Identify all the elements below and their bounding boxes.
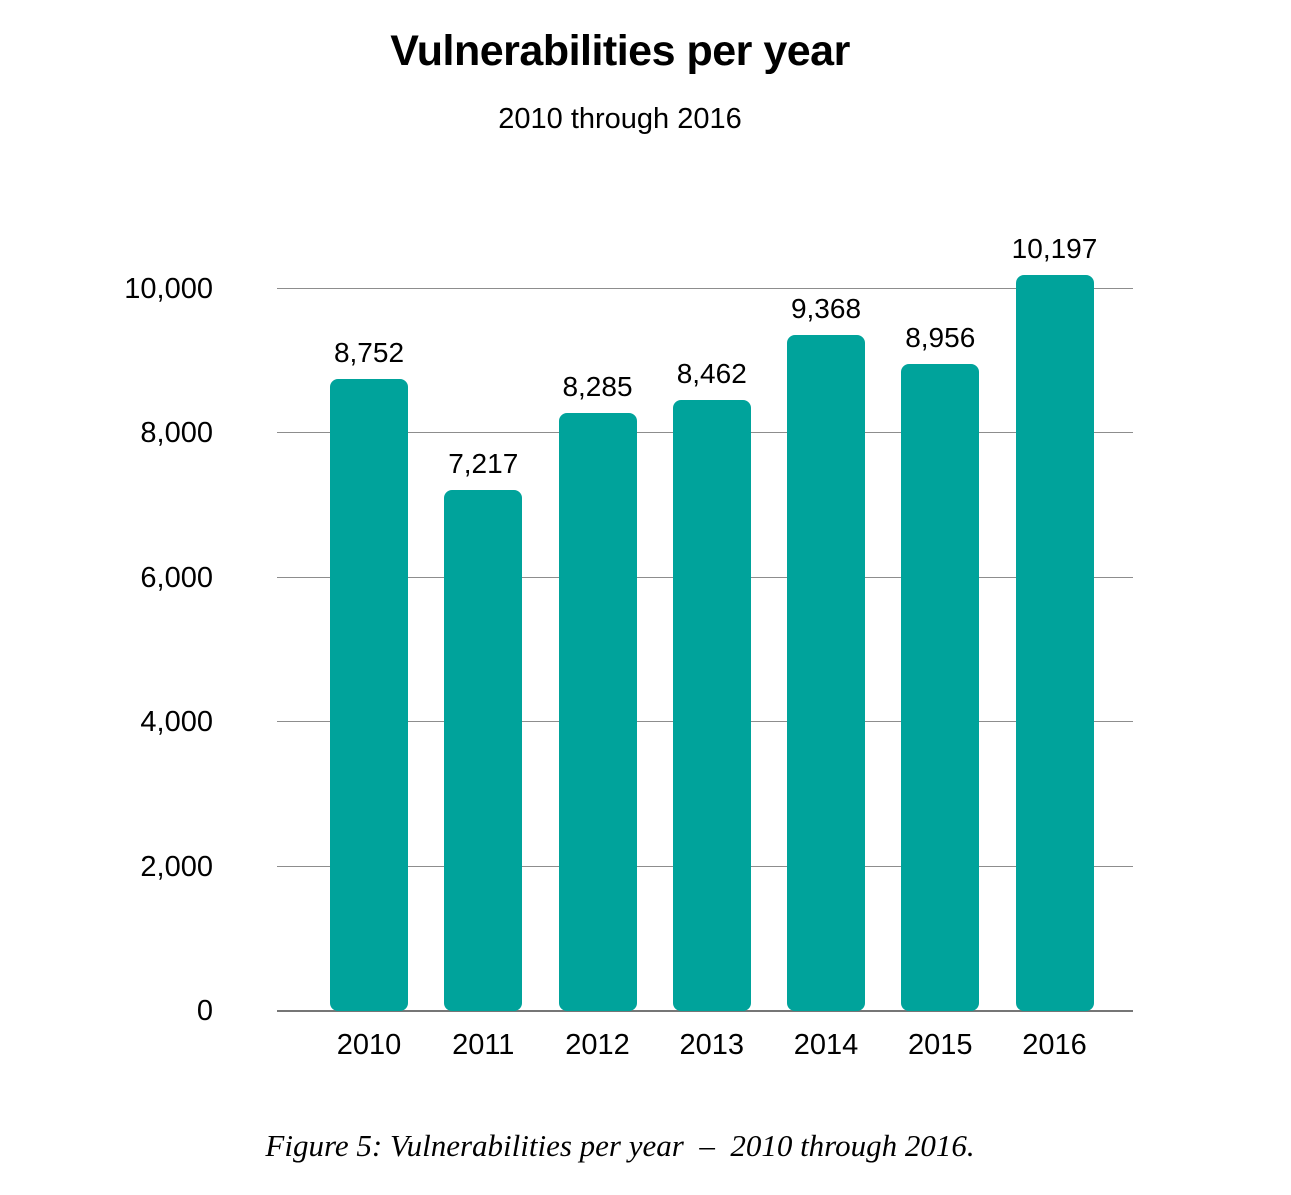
bar-value-label-2014: 9,368: [790, 292, 862, 324]
x-tick-label-2016: 2016: [1022, 1029, 1087, 1061]
figure-caption: Figure 5: Vulnerabilities per year – 2010 through 2016.: [265, 1128, 975, 1163]
y-tick-label-6000: 6,000: [140, 561, 213, 594]
x-tick-label-2011: 2011: [452, 1029, 515, 1061]
bar-value-label-2015: 8,956: [905, 322, 976, 354]
y-axis-labels: [90, 273, 213, 1027]
plot-area: [277, 232, 1133, 1061]
bar-value-label-2012: 8,285: [562, 370, 633, 402]
x-tick-label-2012: 2012: [565, 1029, 630, 1061]
bar-value-label-2013: 8,462: [676, 358, 747, 390]
bar-2015: [901, 364, 979, 1011]
y-tick-label-10000: 10,000: [124, 273, 213, 305]
x-tick-label-2013: 2013: [679, 1029, 744, 1061]
x-tick-label-2014: 2014: [793, 1029, 859, 1061]
y-tick-label-2000: 2,000: [140, 850, 213, 883]
y-tick-label-8000: 8,000: [140, 417, 213, 450]
bar-value-label-2016: 10,197: [1011, 232, 1098, 264]
bar-value-label-2011: 7,217: [448, 447, 519, 479]
chart-title: Vulnerabilities per year: [390, 27, 850, 75]
bar-2016: [1016, 275, 1094, 1011]
bar-2011: [444, 490, 522, 1011]
chart-subtitle: 2010 through 2016: [498, 103, 742, 135]
y-tick-label-4000: 4,000: [140, 706, 213, 739]
bar-value-label-2010: 8,752: [333, 337, 405, 369]
gridline-10000: [277, 288, 1133, 289]
bar-2014: [787, 335, 865, 1011]
x-tick-label-2015: 2015: [907, 1029, 973, 1061]
x-tick-label-2010: 2010: [336, 1029, 402, 1061]
y-tick-label-0: 0: [196, 995, 213, 1027]
bar-2012: [559, 413, 637, 1011]
bar-2013: [673, 400, 751, 1011]
